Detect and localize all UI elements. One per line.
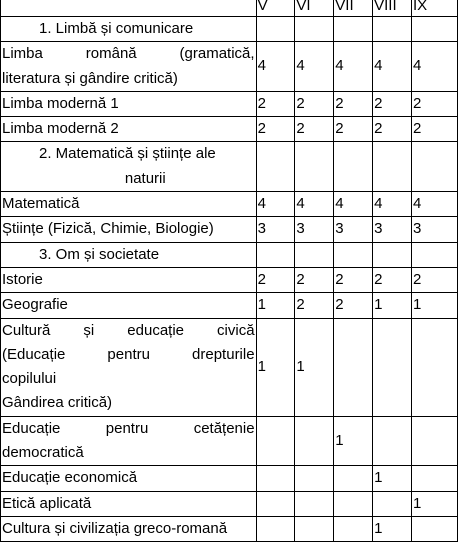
hours-cell [256, 416, 295, 466]
section-heading-line: naturii [124, 169, 166, 187]
hours-cell [334, 466, 373, 491]
hours-cell: 4 [256, 42, 295, 92]
hours-cell: 4 [334, 42, 373, 92]
subject-name-line: Geografie [2, 296, 68, 314]
hours-cell: 2 [373, 117, 412, 142]
hours-cell: 2 [334, 117, 373, 142]
hours-cell: 3 [373, 217, 412, 242]
section-heading [1, 142, 257, 192]
header-subject-cell [1, 0, 257, 17]
subject-name [1, 42, 257, 92]
section-row [1, 142, 458, 192]
hours-cell: 4 [373, 42, 412, 92]
hours-cell: 1 [373, 293, 412, 318]
hours-cell: 3 [256, 217, 295, 242]
hours-cell: 2 [411, 91, 457, 116]
hours-cell: 2 [334, 91, 373, 116]
section-row [1, 17, 458, 42]
hours-cell: 3 [334, 217, 373, 242]
subject-name-line: democratică [2, 444, 84, 462]
hours-cell: 4 [411, 42, 457, 92]
subject-name [1, 293, 257, 318]
hours-cell [334, 17, 373, 42]
section-heading: 1. Limbă și comunicare [1, 17, 257, 42]
subject-name-line: (Educație pentru drepturile [2, 345, 255, 363]
hours-cell: 2 [256, 91, 295, 116]
hours-cell: 1 [411, 293, 457, 318]
hours-cell [411, 142, 457, 192]
header-grade-cell: V [256, 0, 295, 17]
hours-cell: 4 [411, 192, 457, 217]
hours-cell: 3 [411, 217, 457, 242]
hours-cell: 3 [295, 217, 334, 242]
hours-cell [411, 516, 457, 541]
subject-name-line: Științe (Fizică, Chimie, Biologie) [2, 220, 214, 238]
hours-cell: 2 [411, 267, 457, 292]
hours-cell: 1 [411, 491, 457, 516]
hours-cell: 2 [373, 267, 412, 292]
hours-cell [256, 491, 295, 516]
hours-cell: 1 [256, 318, 295, 416]
hours-cell [295, 516, 334, 541]
subject-name [1, 267, 257, 292]
section-heading-line: 2. Matematică și științe ale [39, 145, 216, 163]
subject-row [1, 117, 458, 142]
hours-cell [411, 242, 457, 267]
subject-name-line: literatura și gândire critică) [2, 69, 178, 87]
subject-name-line: Gândirea critică) [2, 394, 113, 412]
hours-cell [373, 17, 412, 42]
subject-name-line: Educație economică [2, 469, 138, 487]
subject-name-line: Etică aplicată [2, 494, 92, 512]
subject-name-line: Istorie [2, 270, 43, 288]
subject-name-line: copilului [2, 370, 57, 388]
hours-cell: 2 [334, 267, 373, 292]
subject-name [1, 91, 257, 116]
hours-cell [295, 491, 334, 516]
header-grade-cell: IX [411, 0, 457, 17]
hours-cell: 2 [295, 293, 334, 318]
hours-cell: 2 [295, 267, 334, 292]
hours-cell [373, 142, 412, 192]
subject-row [1, 466, 458, 491]
hours-cell: 2 [295, 117, 334, 142]
subject-name-line: Educație pentru cetățenie [2, 419, 255, 437]
hours-cell [295, 416, 334, 466]
hours-cell [373, 318, 412, 416]
hours-cell: 2 [256, 117, 295, 142]
subject-name-line: Limba română (gramatică, [2, 45, 255, 63]
subject-name [1, 318, 257, 416]
header-row [1, 0, 458, 17]
hours-cell [256, 516, 295, 541]
hours-cell [295, 142, 334, 192]
hours-cell [295, 466, 334, 491]
hours-cell: 1 [373, 516, 412, 541]
hours-cell [295, 242, 334, 267]
hours-cell [295, 17, 334, 42]
subject-row [1, 42, 458, 92]
hours-cell [373, 491, 412, 516]
subject-row [1, 318, 458, 416]
hours-cell: 1 [295, 318, 334, 416]
hours-cell [373, 416, 412, 466]
hours-cell: 4 [334, 192, 373, 217]
subject-row [1, 217, 458, 242]
hours-cell: 1 [256, 293, 295, 318]
subject-row [1, 91, 458, 116]
section-heading: 3. Om și societate [1, 242, 257, 267]
hours-cell [411, 17, 457, 42]
hours-cell: 1 [334, 416, 373, 466]
subject-row [1, 516, 458, 541]
hours-cell: 2 [295, 91, 334, 116]
hours-cell [334, 318, 373, 416]
hours-cell: 4 [295, 42, 334, 92]
subject-name-line: Matematică [2, 195, 80, 213]
hours-cell [411, 318, 457, 416]
hours-cell [334, 516, 373, 541]
subject-name [1, 491, 257, 516]
hours-cell: 4 [373, 192, 412, 217]
hours-cell: 2 [411, 117, 457, 142]
header-grade-cell: VII [334, 0, 373, 17]
subject-name [1, 217, 257, 242]
subject-name-line: Limba modernă 1 [2, 94, 119, 112]
hours-cell: 4 [295, 192, 334, 217]
subject-name [1, 466, 257, 491]
subject-name [1, 117, 257, 142]
hours-cell [256, 242, 295, 267]
subject-name [1, 416, 257, 466]
hours-cell [256, 142, 295, 192]
hours-cell: 1 [373, 466, 412, 491]
hours-cell [411, 416, 457, 466]
hours-cell [334, 491, 373, 516]
hours-cell [334, 142, 373, 192]
section-row [1, 242, 458, 267]
hours-cell [256, 17, 295, 42]
hours-cell: 2 [334, 293, 373, 318]
hours-cell: 2 [373, 91, 412, 116]
subject-name-line: Cultură și educație civică [2, 321, 255, 339]
header-grade-cell: VI [295, 0, 334, 17]
subject-name [1, 516, 257, 541]
hours-cell [373, 242, 412, 267]
subject-name-line: Limba modernă 2 [2, 120, 119, 138]
subject-row [1, 416, 458, 466]
hours-cell [334, 242, 373, 267]
subject-row [1, 491, 458, 516]
subject-name-line: Cultura și civilizația greco-romană [2, 519, 228, 537]
hours-cell: 4 [256, 192, 295, 217]
subject-row [1, 267, 458, 292]
hours-cell [411, 466, 457, 491]
header-grade-cell: VIII [373, 0, 412, 17]
hours-cell [256, 466, 295, 491]
subject-row [1, 192, 458, 217]
hours-cell: 2 [256, 267, 295, 292]
subject-name [1, 192, 257, 217]
subject-row [1, 293, 458, 318]
